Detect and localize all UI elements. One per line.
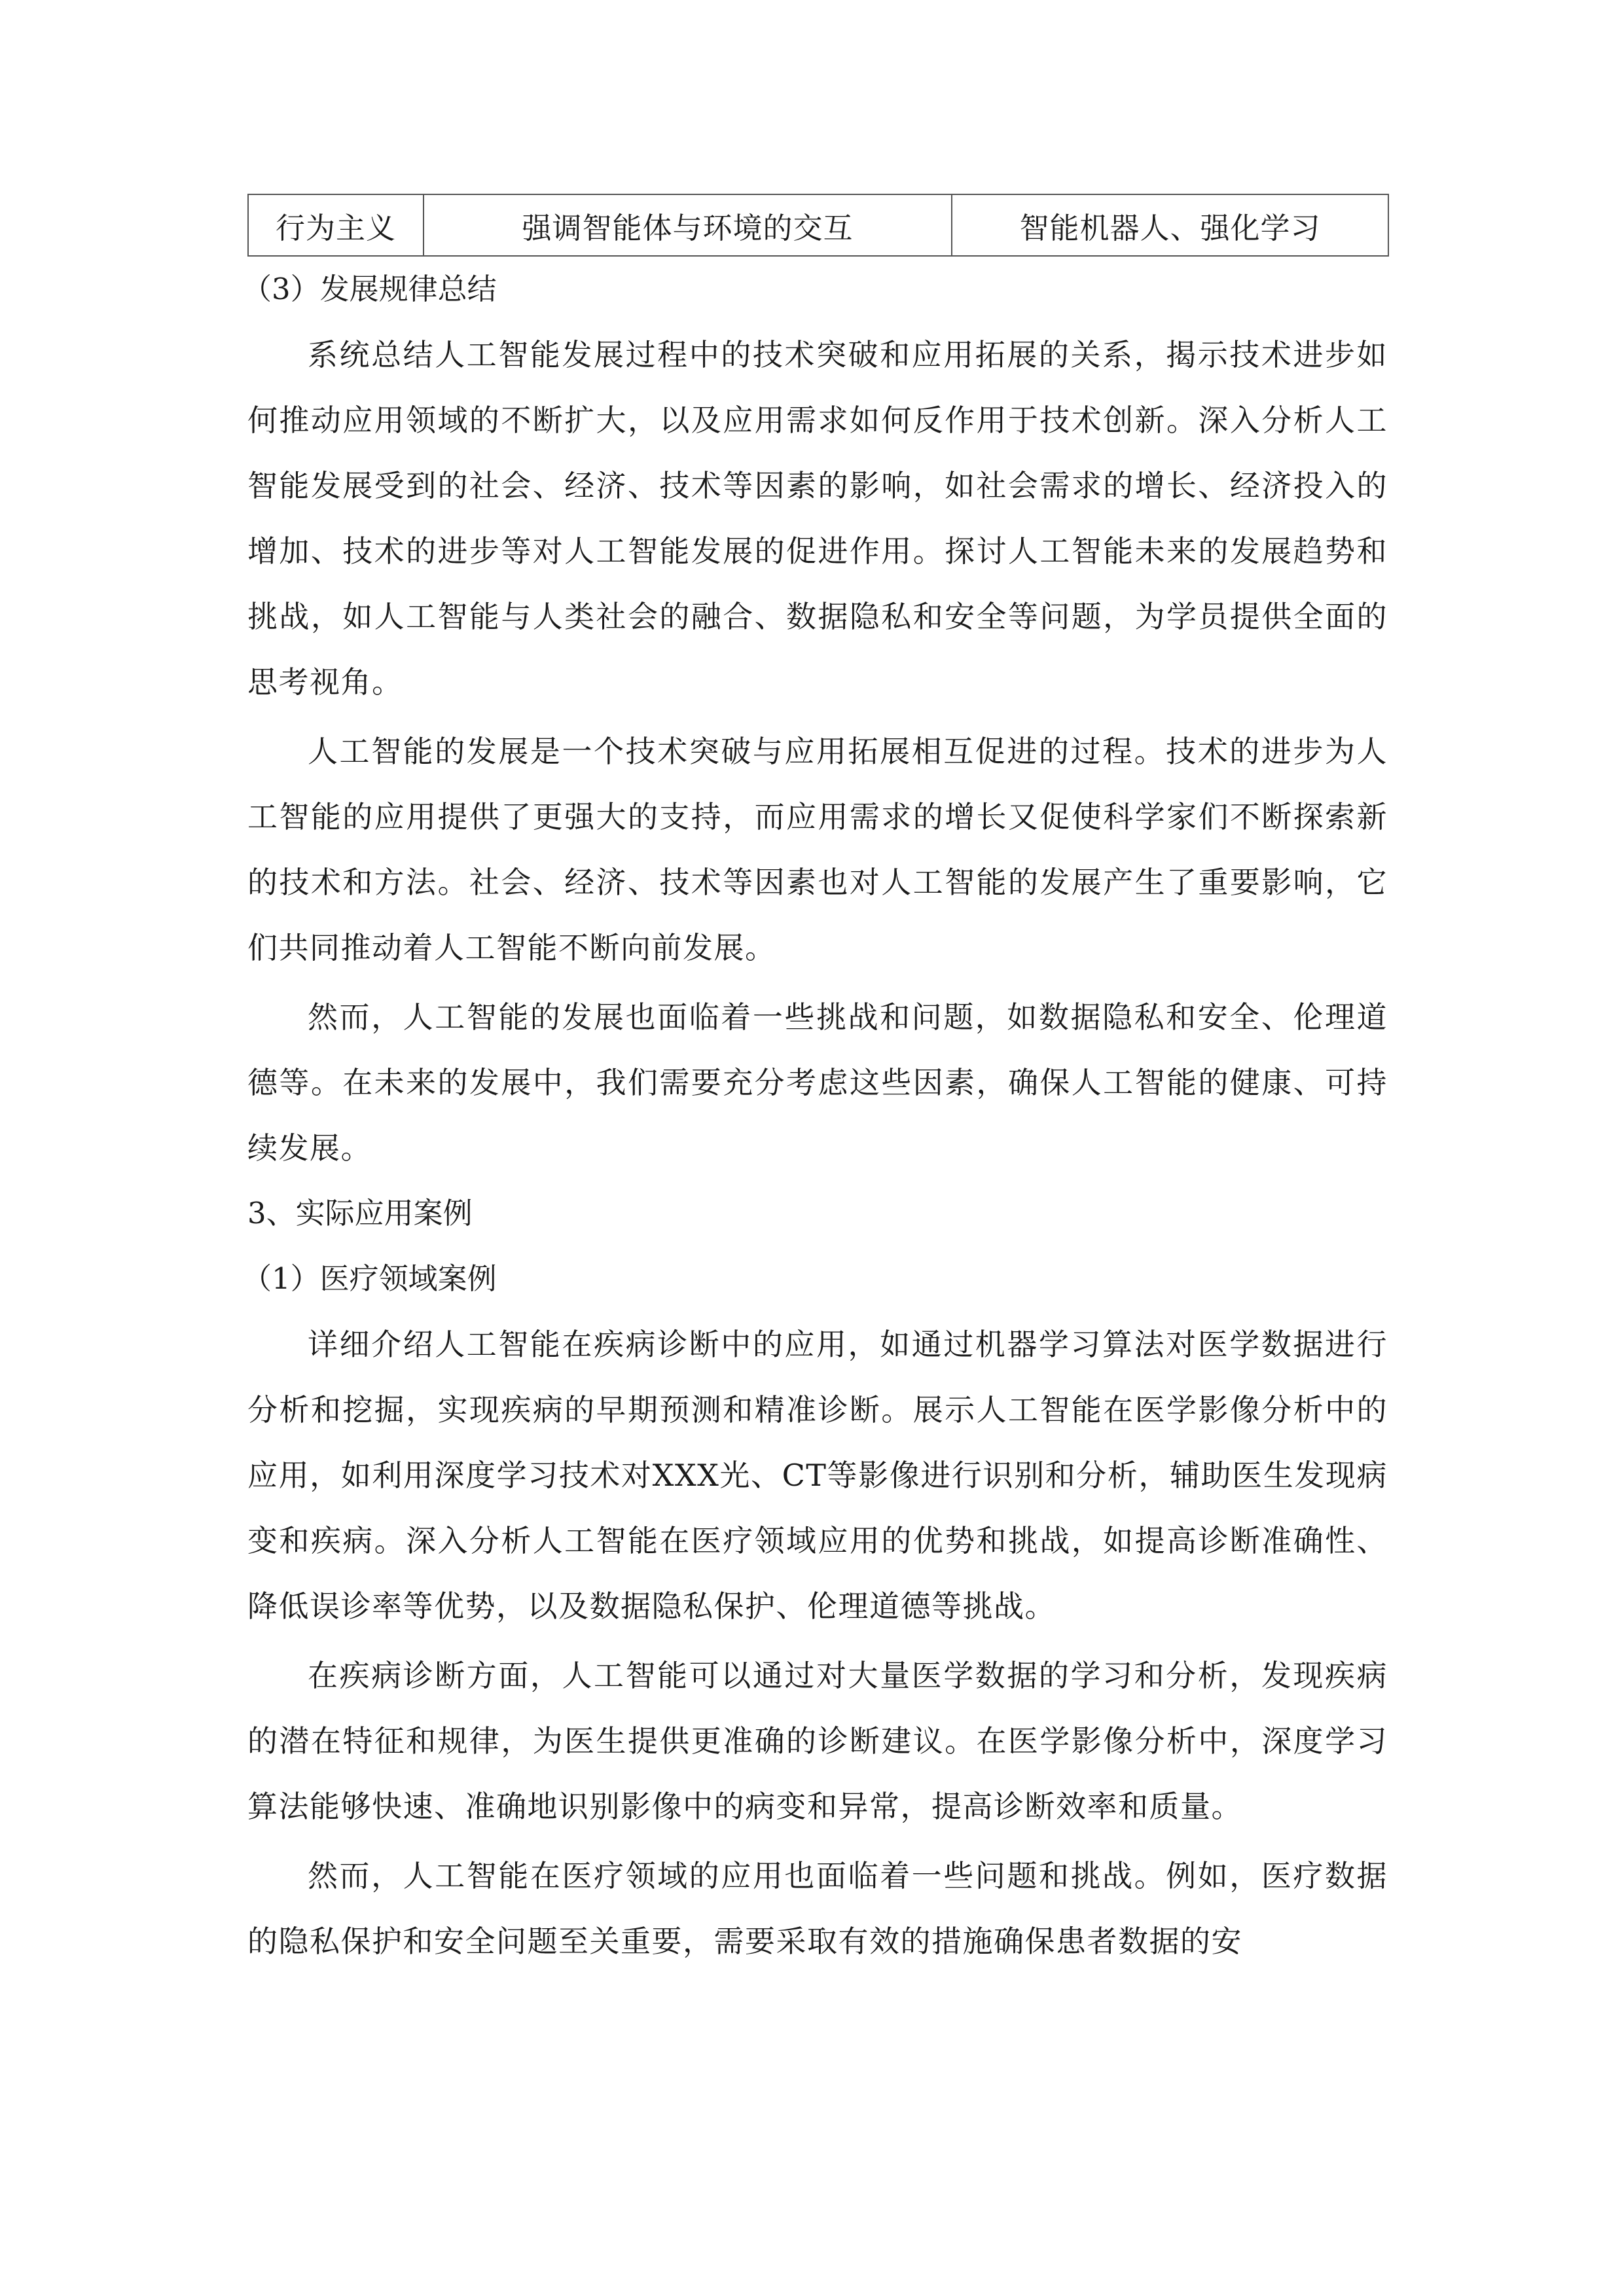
- heading-medical-case: （1）医疗领域案例: [242, 1261, 497, 1296]
- table-cell-application: 智能机器人、强化学习: [952, 194, 1388, 256]
- table-row: [248, 194, 1388, 256]
- paragraph: 系统总结人工智能发展过程中的技术突破和应用拓展的关系，揭示技术进步如何推动应用领域的不断扩大，以及应用需求如何反作用于技术创新。深入分析人工智能发展受到的社会、经济、技术等因素的影响，如社会需求的增长、经济投入的增加、技术的进步等对人工智能发展的促进作用。探讨人工智能未来的发展趋势和挑战，如人工智能与人类社会的融合、数据隐私和安全等问题，为学员提供全面的思考视角。: [247, 337, 1388, 700]
- paragraph: 然而，人工智能的发展也面临着一些挑战和问题，如数据隐私和安全、伦理道德等。在未来的发展中，我们需要充分考虑这些因素，确保人工智能的健康、可持续发展。: [247, 999, 1388, 1166]
- heading-development-summary: （3）发展规律总结: [242, 272, 497, 306]
- table-cell-feature: 强调智能体与环境的交互: [424, 194, 952, 256]
- paragraph: 详细介绍人工智能在疾病诊断中的应用，如通过机器学习算法对医学数据进行分析和挖掘，实现疾病的早期预测和精准诊断。展示人工智能在医学影像分析中的应用，如利用深度学习技术对XXX光、CT等影像进行识别和分析，辅助医生发现病变和疾病。深入分析人工智能在医疗领域应用的优势和挑战，如提高诊断准确性、降低误诊率等优势，以及数据隐私保护、伦理道德等挑战。: [247, 1327, 1388, 1624]
- paragraph: 人工智能的发展是一个技术突破与应用拓展相互促进的过程。技术的进步为人工智能的应用提供了更强大的支持，而应用需求的增长又促使科学家们不断探索新的技术和方法。社会、经济、技术等因素也对人工智能的发展产生了重要影响，它们共同推动着人工智能不断向前发展。: [247, 734, 1388, 965]
- classification-table: [247, 194, 1389, 257]
- table-cell-school: 行为主义: [248, 194, 424, 256]
- paragraph: 在疾病诊断方面，人工智能可以通过对大量医学数据的学习和分析，发现疾病的潜在特征和规律，为医生提供更准确的诊断建议。在医学影像分析中，深度学习算法能够快速、准确地识别影像中的病变和异常，提高诊断效率和质量。: [247, 1658, 1388, 1824]
- heading-practical-cases: 3、实际应用案例: [247, 1196, 473, 1230]
- page-content: [242, 194, 1388, 1974]
- paragraph: 然而，人工智能在医疗领域的应用也面临着一些问题和挑战。例如，医疗数据的隐私保护和安全问题至关重要，需要采取有效的措施确保患者数据的安: [247, 1858, 1388, 1959]
